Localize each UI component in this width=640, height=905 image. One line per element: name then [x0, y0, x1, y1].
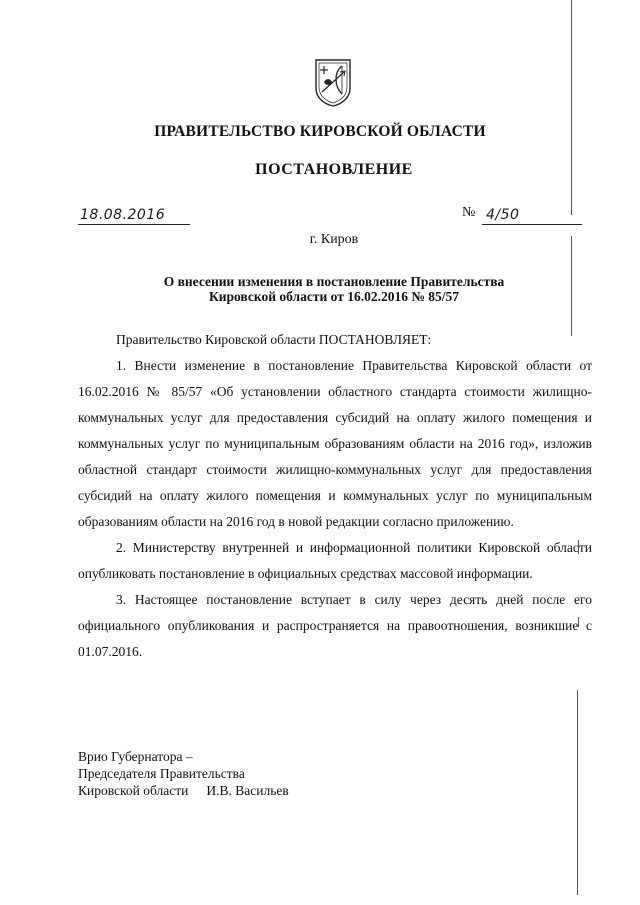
- body-paragraph-3: 3. Настоящее постановление вступает в силу через десять дней после его официального опубликования и распространяется на правоотношения, возникшие с 01.07.2016.: [78, 592, 592, 659]
- document-body: [78, 327, 592, 665]
- signature-block: [78, 748, 289, 799]
- scan-artifact-line: [571, 0, 572, 215]
- preamble-paragraph: Правительство Кировской области ПОСТАНОВЛЯЕТ:: [116, 332, 432, 347]
- document-number: 4/50: [486, 207, 520, 223]
- signature-position-line-3: [78, 782, 289, 799]
- scan-artifact-line: [577, 690, 578, 895]
- city-of-issue: г. Киров: [309, 232, 359, 247]
- signature-region: Кировской области: [78, 783, 189, 798]
- document-subject: [0, 274, 640, 304]
- number-label: №: [462, 205, 476, 220]
- signatory-name: И.В. Васильев: [206, 783, 289, 798]
- body-paragraph-1: 1. Внести изменение в постановление Правительства Кировской области от 16.02.2016 № 85/57 «Об установлении областного стандарта стоимости жилищно-коммунальных услуг для предоставления субсидий на оплату жилого помещения и коммунальных услуг по муниципальным образованиям области на 2016 год», изложив областной стандарт стоимости жилищно-коммунальных услуг для предоставления субсидий на оплату жилого помещения и коммунальных услуг по муниципальным образованиям области на 2016 год в новой редакции согласно приложению.: [78, 358, 592, 529]
- subject-line-2: Кировской области от 16.02.2016 № 85/57: [208, 289, 460, 304]
- signature-position-line-1: Врио Губернатора –: [78, 749, 193, 764]
- document-type-heading: ПОСТАНОВЛЕНИЕ: [255, 161, 413, 178]
- signature-position-line-2: Председателя Правительства: [78, 766, 245, 781]
- body-paragraph-2: 2. Министерству внутренней и информационной политики Кировской области опубликовать постановление в официальных средствах массовой информации.: [78, 540, 592, 581]
- organization-title: ПРАВИТЕЛЬСТВО КИРОВСКОЙ ОБЛАСТИ: [154, 123, 486, 140]
- subject-line-1: О внесении изменения в постановление Правительства: [163, 274, 505, 289]
- document-date: 18.08.2016: [80, 207, 166, 223]
- document-number-field: [482, 204, 582, 225]
- document-date-field: [78, 204, 190, 225]
- kirov-oblast-coat-of-arms-icon: [312, 58, 354, 108]
